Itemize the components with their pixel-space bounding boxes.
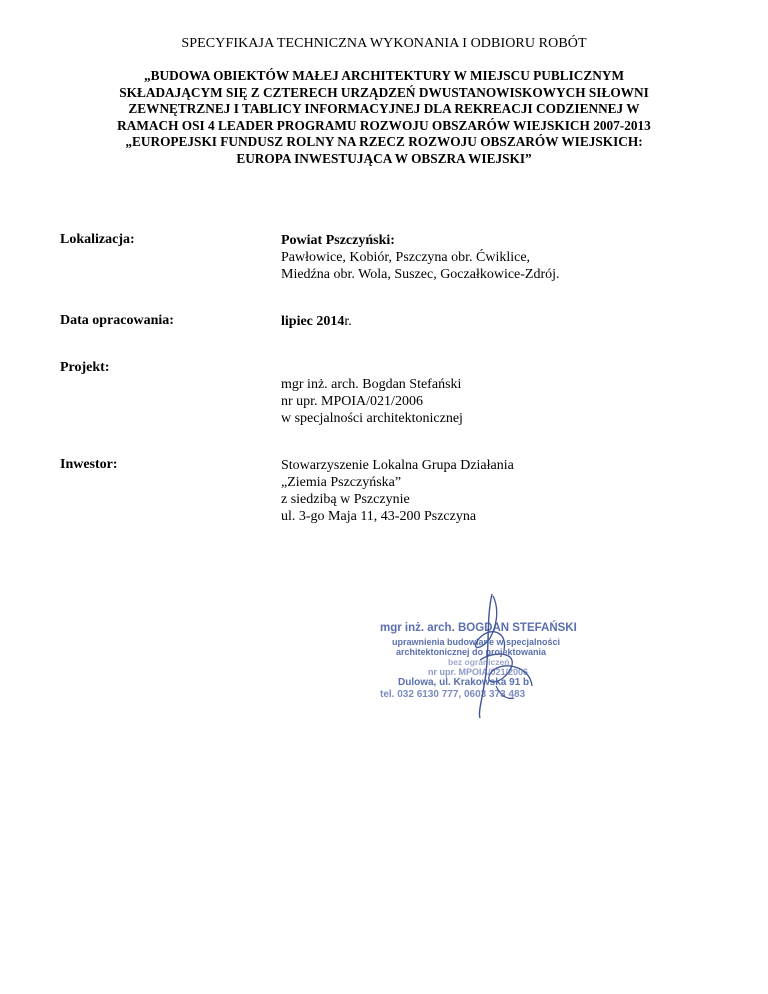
title-line: „BUDOWA OBIEKTÓW MAŁEJ ARCHITEKTURY W MIEJSCU PUBLICZNYM — [143, 68, 625, 83]
stamp-line: Dulowa, ul. Krakowska 91 b — [398, 677, 530, 688]
lokalizacja-line: Pawłowice, Kobiór, Pszczyna obr. Ćwiklice, — [281, 250, 531, 265]
lokalizacja-heading: Powiat Pszczyński: — [281, 233, 395, 248]
data-opracowania-label: Data opracowania: — [60, 313, 174, 328]
lokalizacja-label: Lokalizacja: — [60, 232, 135, 247]
projekt-line: w specjalności architektonicznej — [281, 411, 463, 426]
data-opracowania-value — [281, 313, 352, 330]
document-header: SPECYFIKAJA TECHNICZNA WYKONANIA I ODBIORU ROBÓT — [181, 36, 587, 51]
signature — [440, 590, 550, 720]
projekt-label: Projekt: — [60, 360, 110, 375]
projekt-line: mgr inż. arch. Bogdan Stefański — [281, 377, 462, 392]
inwestor-line: ul. 3-go Maja 11, 43-200 Pszczyna — [281, 509, 477, 524]
stamp-line: uprawnienia budowlane w specjalności — [392, 637, 561, 647]
inwestor-line: z siedzibą w Pszczynie — [281, 492, 410, 507]
stamp-line: tel. 032 6130 777, 0603 373 483 — [380, 689, 526, 700]
inwestor-line: „Ziemia Pszczyńska” — [281, 475, 402, 490]
lokalizacja-line: Miedźna obr. Wola, Suszec, Goczałkowice-Zdrój. — [281, 267, 560, 282]
lokalizacja-value — [281, 232, 560, 283]
inwestor-label: Inwestor: — [60, 457, 118, 472]
inwestor-line: Stowarzyszenie Lokalna Grupa Działania — [281, 458, 514, 473]
inwestor-value — [281, 457, 514, 525]
title-line: ZEWNĘTRZNEJ I TABLICY INFORMACYJNEJ DLA REKREACJI CODZIENNEJ W — [128, 101, 640, 117]
stamp-line: architektonicznej do projektowania — [396, 647, 547, 657]
document-title — [40, 68, 728, 168]
title-line: SKŁADAJĄCYM SIĘ Z CZTERECH URZĄDZEŃ DWUSTANOWISKOWYCH SIŁOWNI — [119, 84, 649, 100]
data-opracowania-suffix: r. — [344, 314, 352, 329]
projekt-value — [281, 376, 463, 427]
title-line: EUROPA INWESTUJĄCA W OBSZRA WIEJSKI” — [236, 150, 532, 166]
title-line: RAMACH OSI 4 LEADER PROGRAMU ROZWOJU OBSZARÓW WIEJSKICH 2007-2013 — [117, 117, 651, 133]
stamp-line: mgr inż. arch. BOGDAN STEFAŃSKI — [380, 622, 577, 634]
data-opracowania-date: lipiec 2014 — [281, 314, 345, 329]
stamp-line: nr upr. MPOIA/021/2006 — [428, 667, 529, 677]
projekt-line: nr upr. MPOIA/021/2006 — [281, 394, 423, 409]
title-line: „EUROPEJSKI FUNDUSZ ROLNY NA RZECZ ROZWOJU OBSZARÓW WIEJSKICH: — [125, 134, 643, 150]
stamp-line: bez ograniczeń — [448, 657, 510, 667]
